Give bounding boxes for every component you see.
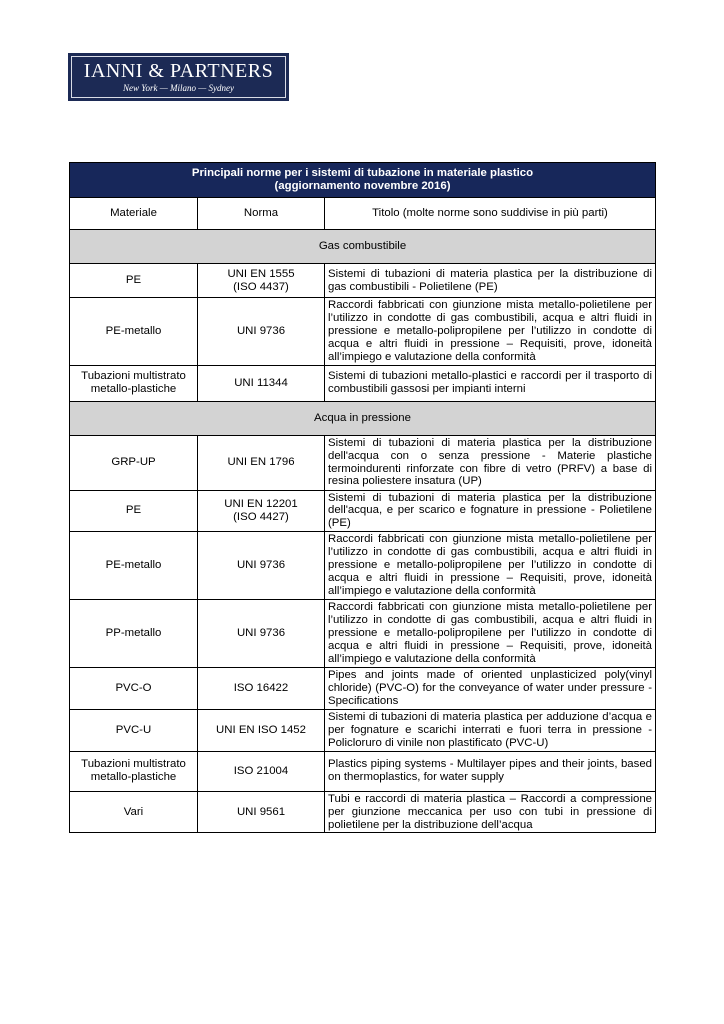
- column-header-material: Materiale: [70, 198, 198, 230]
- logo-name: IANNI & PARTNERS: [83, 60, 274, 82]
- title-cell: Tubi e raccordi di materia plastica – Raccordi a compressione per giunzione meccanica per uso con tubi in pressione di polietilene per la distribuzione dell’acqua: [325, 791, 656, 833]
- table-title-line1: Principali norme per i sistemi di tubazione in materiale plastico: [191, 167, 534, 180]
- norm-code: UNI EN ISO 1452: [216, 723, 306, 736]
- table-row: [70, 532, 656, 600]
- company-logo: [68, 53, 289, 101]
- norm-code: UNI EN 1555: [227, 267, 295, 280]
- title-cell: Sistemi di tubazioni di materia plastica per adduzione d’acqua e per fognature e scarichi interrati e fuori terra in pressione - Policloruro di vinile non plastificato (PVC-U): [325, 709, 656, 751]
- material-cell: Vari: [70, 791, 198, 833]
- title-cell: Sistemi di tubazioni di materia plastica per la distribuzione dell'acqua, e per scarico e fognature in pressione - Polietilene (PE): [325, 490, 656, 532]
- norm-cell: [198, 264, 325, 298]
- norm-cell: [198, 532, 325, 600]
- norm-code: ISO 16422: [233, 682, 289, 695]
- section-header-row: [70, 401, 656, 435]
- title-cell: Pipes and joints made of oriented unplasticized poly(vinyl chloride) (PVC-O) for the conveyance of water under pressure - Specifications: [325, 668, 656, 710]
- section-label: Gas combustibile: [70, 230, 656, 264]
- section-header-row: [70, 230, 656, 264]
- material-cell: Tubazioni multistrato metallo-plastiche: [70, 751, 198, 791]
- material-cell: Tubazioni multistrato metallo-plastiche: [70, 365, 198, 401]
- norm-cell: [198, 668, 325, 710]
- table-row: [70, 791, 656, 833]
- material-cell: PP-metallo: [70, 600, 198, 668]
- material-cell: PE-metallo: [70, 298, 198, 366]
- title-cell: Sistemi di tubazioni metallo-plastici e raccordi per il trasporto di combustibili gassosi per impianti interni: [325, 365, 656, 401]
- section-label: Acqua in pressione: [70, 401, 656, 435]
- norm-cell: [198, 600, 325, 668]
- title-cell: Sistemi di tubazioni di materia plastica per la distribuzione di gas combustibili - Polietilene (PE): [325, 264, 656, 298]
- norm-code: UNI 9736: [236, 324, 286, 337]
- table-row: [70, 365, 656, 401]
- column-header-norm: Norma: [198, 198, 325, 230]
- norm-cell: [198, 791, 325, 833]
- norm-iso-equivalent: (ISO 4427): [233, 510, 289, 523]
- table-row: [70, 490, 656, 532]
- table-row: [70, 600, 656, 668]
- norm-code: ISO 21004: [233, 764, 289, 777]
- table-title-line2: (aggiornamento novembre 2016): [274, 180, 451, 192]
- norm-cell: [198, 298, 325, 366]
- material-cell: PE: [70, 264, 198, 298]
- table-title: [70, 163, 656, 198]
- table-row: [70, 298, 656, 366]
- norm-code: UNI 9736: [236, 627, 286, 640]
- table-row: [70, 435, 656, 490]
- table-row: [70, 751, 656, 791]
- norm-cell: [198, 709, 325, 751]
- norm-code: UNI 9561: [236, 805, 286, 818]
- table-row: [70, 668, 656, 710]
- title-cell: Raccordi fabbricati con giunzione mista metallo-polietilene per l’utilizzo in condotte di gas combustibili, acqua e altri fluidi in pressione e metallo-polipropilene per l’utilizzo in condotte di acqua e altri fluidi in pressione – Requisiti, prove, idoneità all’impiego e valutazione della conformità: [325, 298, 656, 366]
- material-cell: PE-metallo: [70, 532, 198, 600]
- column-header-title: Titolo (molte norme sono suddivise in più parti): [325, 198, 656, 230]
- title-cell: Raccordi fabbricati con giunzione mista metallo-polietilene per l’utilizzo in condotte di gas combustibili, acqua e altri fluidi in pressione e metallo-polipropilene per l’utilizzo in condotte di acqua e altri fluidi in pressione – Requisiti, prove, idoneità all’impiego e valutazione della conformità: [325, 600, 656, 668]
- norm-iso-equivalent: (ISO 4437): [233, 280, 289, 293]
- material-cell: GRP-UP: [70, 435, 198, 490]
- norm-cell: [198, 365, 325, 401]
- title-cell: Raccordi fabbricati con giunzione mista metallo-polietilene per l’utilizzo in condotte di gas combustibili, acqua e altri fluidi in pressione e metallo-polipropilene per l’utilizzo in condotte di acqua e altri fluidi in pressione – Requisiti, prove, idoneità all’impiego e valutazione della conformità: [325, 532, 656, 600]
- standards-table: [69, 162, 656, 833]
- material-cell: PVC-O: [70, 668, 198, 710]
- norm-code: UNI 11344: [234, 376, 288, 389]
- norm-cell: [198, 435, 325, 490]
- table-title-row: [70, 163, 656, 198]
- title-cell: Sistemi di tubazioni di materia plastica per la distribuzione dell'acqua con o senza pressione - Materie plastiche termoindurenti rinforzate con fibre di vetro (PRFV) a base di resina poliestere insatura (UP): [325, 435, 656, 490]
- material-cell: PE: [70, 490, 198, 532]
- norm-code: UNI 9736: [236, 559, 286, 572]
- material-cell: PVC-U: [70, 709, 198, 751]
- norm-code: UNI EN 12201: [224, 497, 298, 510]
- column-header-row: [70, 198, 656, 230]
- table-row: [70, 709, 656, 751]
- norm-cell: [198, 490, 325, 532]
- title-cell: Plastics piping systems - Multilayer pipes and their joints, based on thermoplastics, for water supply: [325, 751, 656, 791]
- logo-frame: [71, 56, 286, 98]
- norm-cell: [198, 751, 325, 791]
- table-row: [70, 264, 656, 298]
- norm-code: UNI EN 1796: [227, 456, 295, 469]
- logo-cities: New York — Milano — Sydney: [123, 83, 234, 93]
